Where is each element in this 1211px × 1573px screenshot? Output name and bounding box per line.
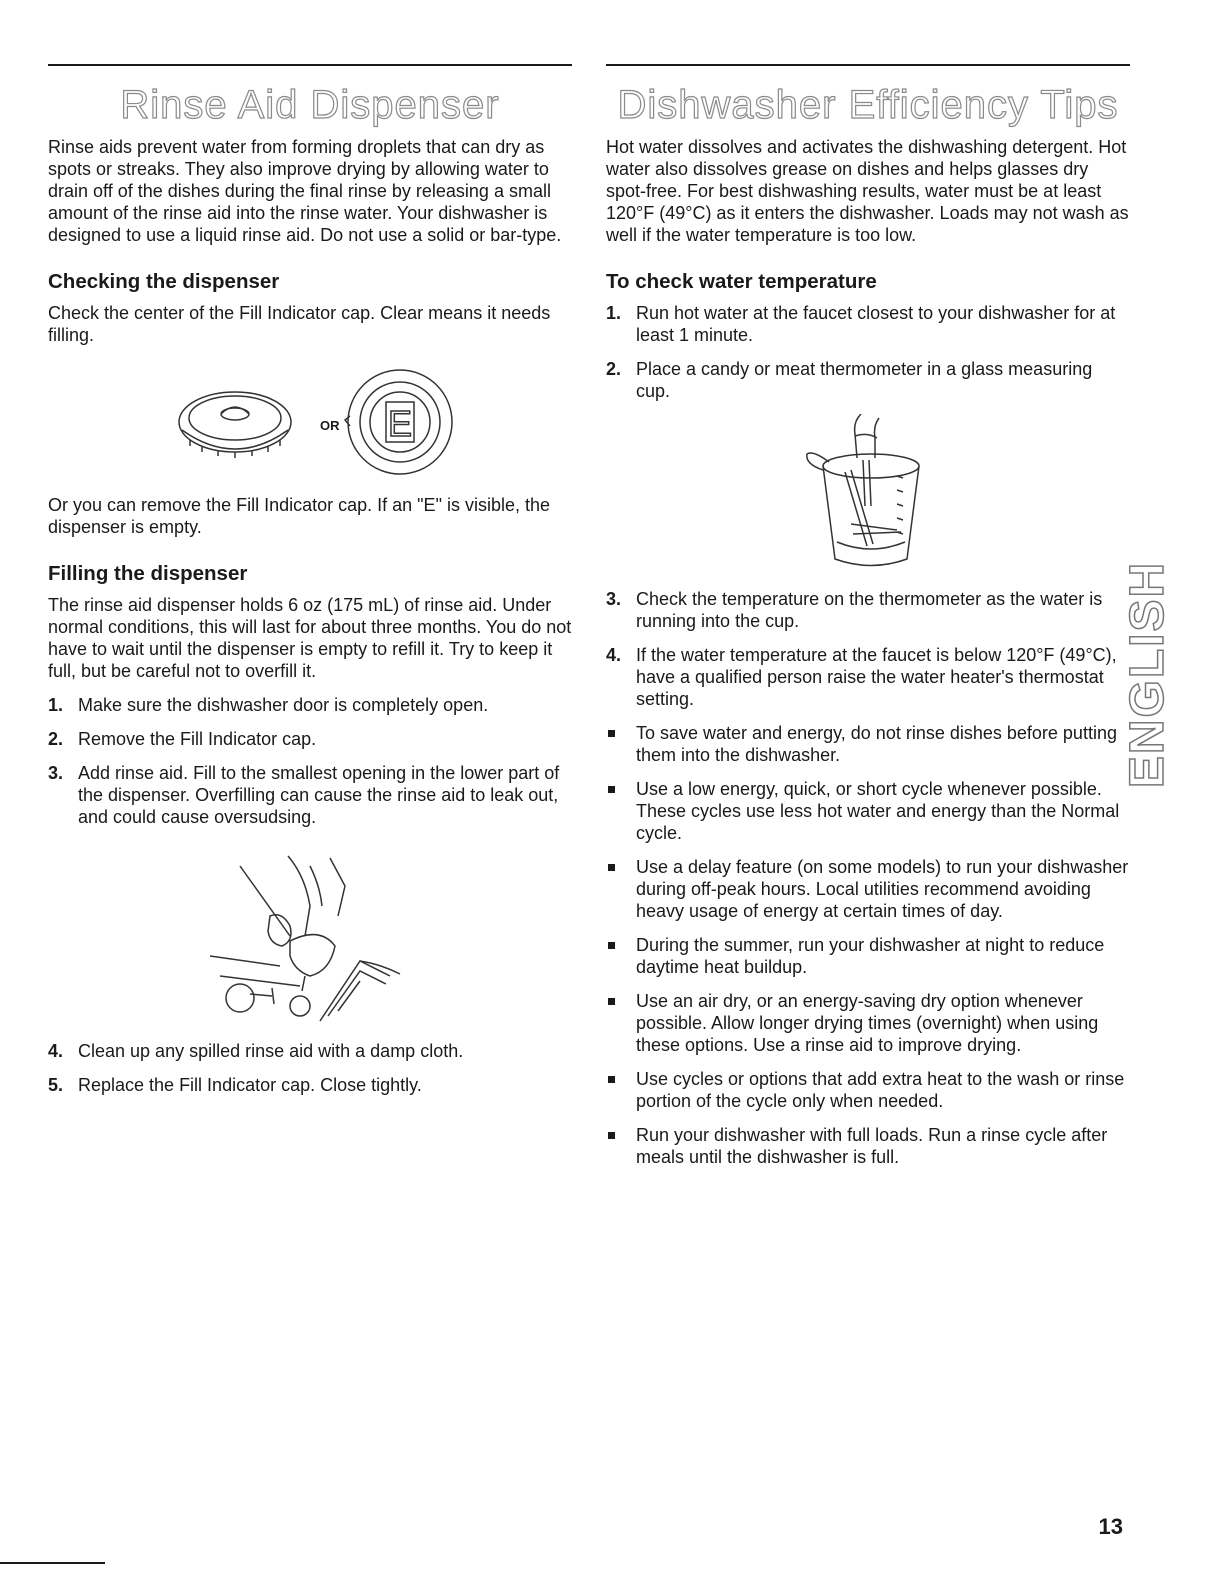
list-item: 3. Check the temperature on the thermometer as the water is running into the cup.: [606, 589, 1103, 631]
check-temp-heading: To check water temperature: [606, 270, 877, 293]
list-item: Use a low energy, quick, or short cycle whenever possible. These cycles use less hot water and energy than the Normal cycle.: [606, 778, 1130, 844]
rinse-aid-title: Rinse Aid Dispenser: [120, 83, 500, 127]
bullet-icon: [608, 730, 615, 737]
faucet-icon: [855, 414, 879, 458]
filling-steps: [48, 694, 572, 828]
check-temp-steps-continued: [606, 588, 1130, 710]
page-number: 13: [1098, 1514, 1123, 1539]
list-item: Use cycles or options that add extra heat to the wash or rinse portion of the cycle only when needed.: [606, 1068, 1130, 1112]
list-item: 1. Run hot water at the faucet closest to your dishwasher for at least 1 minute.: [606, 303, 1116, 345]
language-side-tab: [1121, 556, 1175, 792]
efficiency-tips-list: [606, 722, 1130, 1168]
list-item: 5. Replace the Fill Indicator cap. Close tightly.: [48, 1075, 422, 1095]
dispenser-opening: [320, 961, 390, 1021]
list-item: 3. Add rinse aid. Fill to the smallest opening in the lower part of the dispenser. Overfilling can cause the rinse aid to leak out, and could cause oversudsing.: [48, 763, 560, 827]
list-item: Use a delay feature (on some models) to run your dishwasher during off-peak hours. Local utilities recommend avoiding heavy usage of energy at certain times of day.: [606, 856, 1130, 922]
right-top-rule: [606, 64, 1130, 66]
thermometer-icon: [845, 470, 873, 546]
hand-icon: [240, 856, 345, 936]
filling-text: The rinse aid dispenser holds 6 oz (175 mL) of rinse aid. Under normal conditions, this will last for about three months. You do not have to wait until the dispenser is empty to refill it. Try to keep it full, but be careful not to overfill it.: [48, 595, 572, 681]
list-item: 2. Place a candy or meat thermometer in a glass measuring cup.: [606, 359, 1093, 401]
efficiency-tips-title: Dishwasher Efficiency Tips: [617, 83, 1119, 127]
checking-text: Check the center of the Fill Indicator cap. Clear means it needs filling.: [48, 303, 551, 345]
figure-or-label: OR: [320, 418, 340, 433]
filling-dispenser-figure: [210, 846, 410, 1026]
bottle-icon: [290, 935, 335, 976]
list-item: 4. If the water temperature at the faucet is below 120°F (49°C), have a qualified person raise the water heater's thermostat setting.: [606, 645, 1117, 709]
list-item: To save water and energy, do not rinse dishes before putting them into the dishwasher.: [606, 722, 1130, 766]
bullet-icon: [608, 1076, 615, 1083]
left-column: [48, 64, 572, 1108]
filling-steps-continued: [48, 1040, 572, 1096]
fill-indicator-figure: [160, 360, 460, 480]
checking-after: Or you can remove the Fill Indicator cap. If an "E" is visible, the dispenser is empty.: [48, 495, 550, 537]
bullet-icon: [608, 864, 615, 871]
bullet-icon: [608, 942, 615, 949]
rinse-aid-intro: Rinse aids prevent water from forming droplets that can dry as spots or streaks. They also improve drying by allowing water to drain off of the dishes during the final rinse by releasing a small amount of the rinse aid into the rinse water. Your dishwasher is designed to use a liquid rinse aid. Do not use a solid or bar-type.: [48, 137, 562, 245]
right-column: [606, 64, 1130, 1180]
cap-e-letter: E: [387, 403, 413, 444]
clear-cap-icon: [179, 392, 291, 458]
footer-rule: [0, 1562, 105, 1564]
measuring-cup-figure: [793, 414, 943, 574]
list-item: During the summer, run your dishwasher at night to reduce daytime heat buildup.: [606, 934, 1130, 978]
filling-heading: Filling the dispenser: [48, 562, 248, 585]
list-item: 1. Make sure the dishwasher door is completely open.: [48, 695, 489, 715]
list-item: Run your dishwasher with full loads. Run a rinse cycle after meals until the dishwasher is full.: [606, 1124, 1130, 1168]
bullet-icon: [608, 1132, 615, 1139]
left-top-rule: [48, 64, 572, 66]
list-item: 2. Remove the Fill Indicator cap.: [48, 729, 317, 749]
bullet-icon: [608, 998, 615, 1005]
list-item: Use an air dry, or an energy-saving dry option whenever possible. Allow longer drying times (overnight) when using these options. Use a rinse aid to improve drying.: [606, 990, 1130, 1056]
bullet-icon: [608, 786, 615, 793]
language-tab-label: ENGLISH: [1121, 560, 1175, 788]
list-item: 4. Clean up any spilled rinse aid with a damp cloth.: [48, 1041, 464, 1061]
efficiency-intro: Hot water dissolves and activates the dishwashing detergent. Hot water also dissolves grease on dishes and helps glasses dry spot-free. For best dishwashing results, water must be at least 120°F (49°C) as it enters the dishwasher. Loads may not wash as well if the water temperature is too low.: [606, 137, 1129, 245]
checking-heading: Checking the dispenser: [48, 270, 280, 293]
check-temp-steps: [606, 302, 1130, 402]
